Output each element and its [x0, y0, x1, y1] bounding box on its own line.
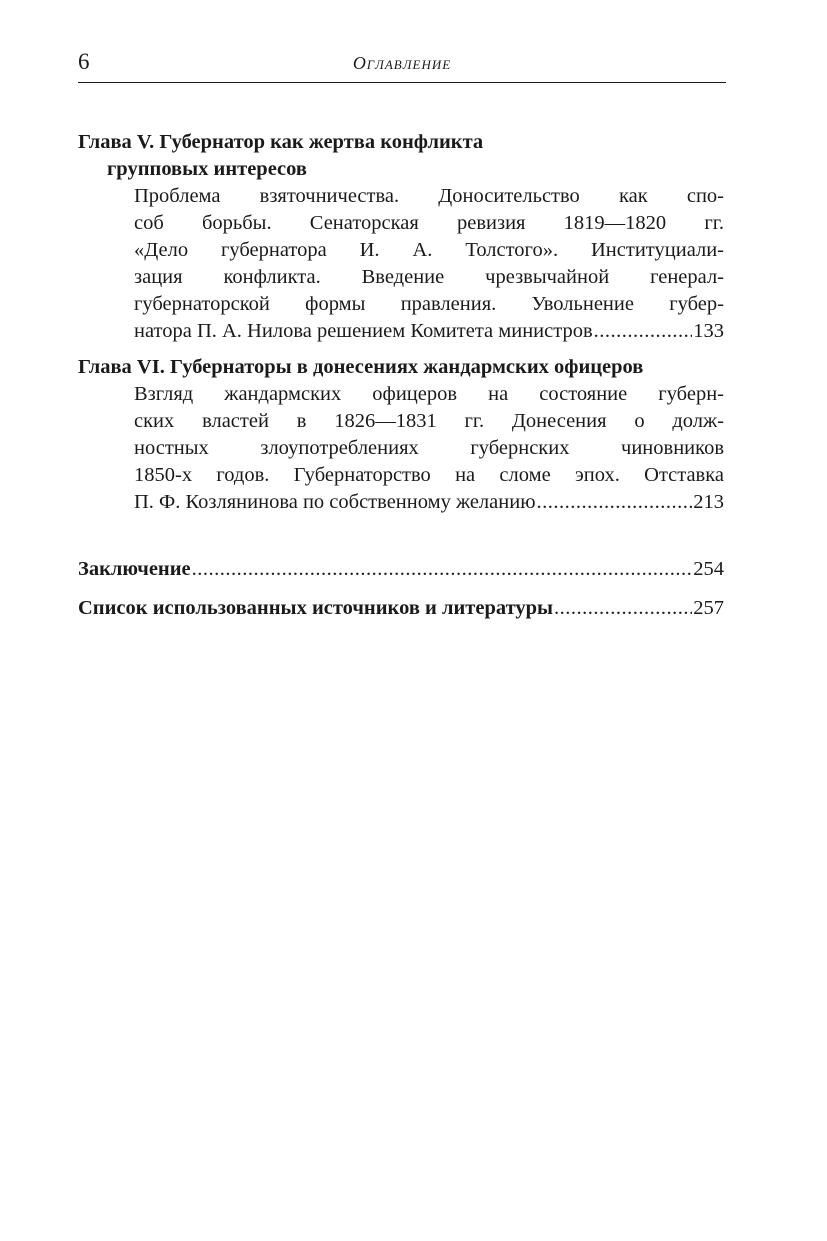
description-line: натора П. А. Нилова решением Комитета министров: [134, 320, 593, 342]
chapter-title-line: Глава VI. Губернаторы в донесениях жандармских офицеров: [78, 356, 644, 378]
description-line: П. Ф. Козлянинова по собственному желанию: [134, 491, 536, 513]
table-of-contents: [78, 129, 724, 634]
description-line: соб борьбы. Сенаторская ревизия 1819—1820 гг.: [134, 212, 724, 234]
description-last-line: [134, 489, 724, 516]
chapter-title: [78, 129, 724, 183]
description-line: ностных злоупотреблениях губернских чиновников: [134, 437, 724, 459]
toc-page-number: 254: [693, 558, 724, 580]
description-line: 1850-х годов. Губернаторство на сломе эпох. Отставка: [134, 464, 724, 486]
description-line: Взгляд жандармских офицеров на состояние губерн-: [134, 383, 724, 405]
description-line: зация конфликта. Введение чрезвычайной генерал-: [134, 266, 724, 288]
description-line: губернаторской формы правления. Увольнение губер-: [134, 293, 724, 315]
toc-entry-label: Список использованных источников и литературы: [78, 597, 554, 619]
description-last-line: [134, 318, 724, 345]
chapter-description: [134, 381, 724, 516]
toc-entry-bibliography: [78, 595, 724, 622]
page-number: 6: [78, 49, 90, 74]
description-line: Проблема взяточничества. Доносительство как спо-: [134, 185, 724, 207]
dot-leader: [554, 595, 692, 622]
chapter-description: [134, 183, 724, 345]
dot-leader: [594, 318, 693, 345]
chapter-title-line: групповых интересов: [107, 158, 307, 180]
toc-chapter-6: [78, 354, 724, 516]
chapter-title-line: Глава V. Губернатор как жертва конфликта: [78, 131, 484, 153]
toc-page-number: 213: [693, 491, 724, 513]
toc-chapter-5: [78, 129, 724, 345]
running-head: [78, 46, 726, 83]
description-line: ских властей в 1826—1831 гг. Донесения о долж-: [134, 410, 724, 432]
chapter-title: [78, 354, 724, 381]
toc-entry-conclusion: [78, 556, 724, 583]
running-title: Оглавление: [352, 53, 452, 73]
toc-entry-label: Заключение: [78, 558, 191, 580]
toc-page-number: 257: [693, 597, 724, 619]
toc-page-number: 133: [693, 320, 724, 342]
dot-leader: [192, 556, 693, 583]
description-line: «Дело губернатора И. А. Толстого». Институциали-: [134, 239, 724, 261]
dot-leader: [537, 489, 693, 516]
